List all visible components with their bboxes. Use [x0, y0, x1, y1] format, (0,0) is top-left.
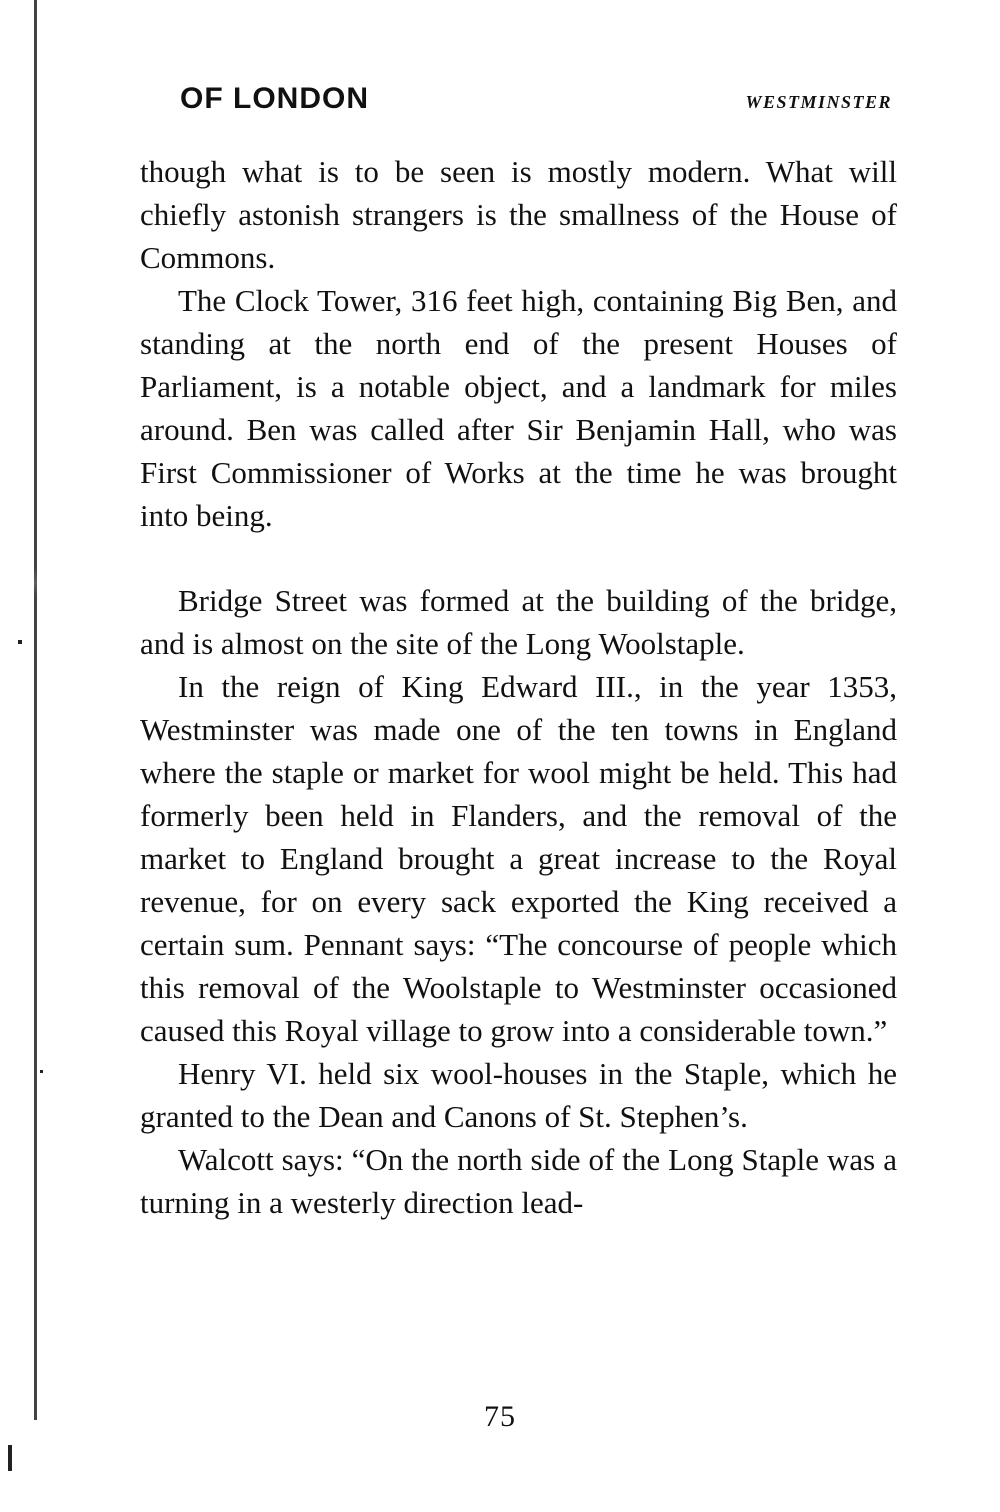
paragraph: Henry VI. held six wool-houses in the Staple, which he granted to the Dean and Canons of St. Stephen’s. [140, 1056, 897, 1134]
paragraph: The Clock Tower, 316 feet high, containing Big Ben, and standing at the north end of the present Houses of Parliament, is a notable object, and a landmark for miles around. Ben was called after Sir Benjamin Hall, who was First Commissioner of Works at the time he was brought into being. [140, 283, 897, 533]
running-head [180, 82, 892, 132]
paragraph: Walcott says: “On the north side of the Long Staple was a turning in a westerly direction lead- [140, 1142, 897, 1220]
margin-speck [40, 1070, 43, 1073]
paragraph: though what is to be seen is mostly modern. What will chiefly astonish strangers is the smallness of the House of Commons. [140, 154, 897, 275]
running-head-title: OF LONDON [180, 82, 369, 115]
page-number: 75 [484, 1400, 516, 1433]
binding-edge-line [34, 0, 37, 1420]
paragraph: Bridge Street was formed at the building of the bridge, and is almost on the site of the Long Woolstaple. [140, 583, 897, 661]
paragraph: In the reign of King Edward III., in the year 1353, Westminster was made one of the ten towns in England where the staple or market for wool might be held. This had formerly been held in Flanders, and the removal of the market to England brought a great increase to the Royal revenue, for on every sack exported the King received a certain sum. Pennant says: “The concourse of people which this removal of the Woolstaple to Westminster occasioned caused this Royal village to grow into a considerable town.” [140, 669, 897, 1048]
running-head-section: WESTMINSTER [745, 92, 892, 112]
text-block-top [140, 150, 897, 537]
margin-speck [8, 1445, 12, 1471]
margin-speck [18, 640, 22, 644]
text-block-bottom [140, 579, 897, 1224]
